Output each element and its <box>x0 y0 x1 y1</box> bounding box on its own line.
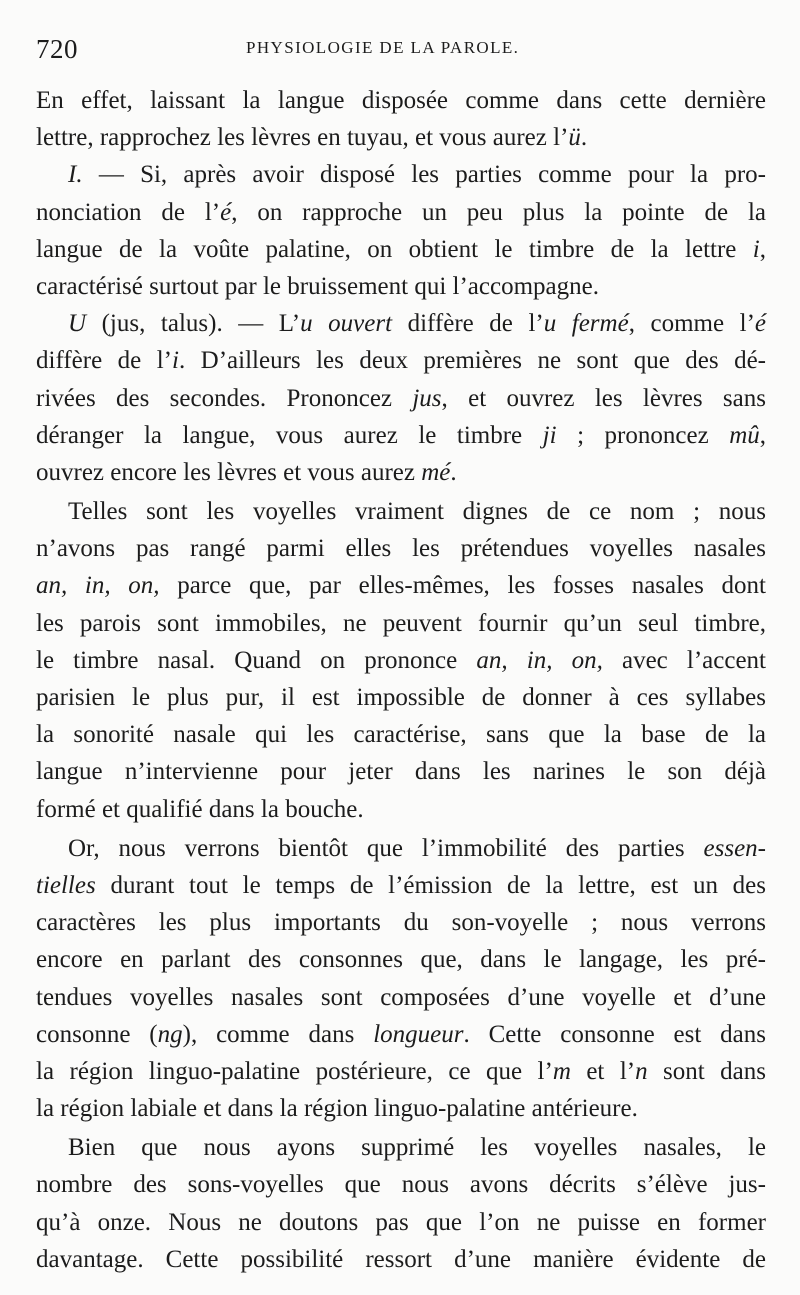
body-text <box>36 82 766 1278</box>
text-segment: qu’à onze. Nous ne doutons pas que l’on ne puisse en former <box>36 1208 766 1236</box>
italic-text: I. <box>68 161 83 189</box>
text-line <box>36 1053 766 1090</box>
italic-text: u fermé <box>543 310 629 338</box>
text-line <box>36 716 766 753</box>
text-segment: consonne ( <box>36 1020 158 1048</box>
text-segment: parisien le plus pur, il est impossible de donner à ces syllabes <box>36 684 766 711</box>
text-segment: avec l’accent <box>602 646 766 674</box>
text-segment: Bien que nous ayons supprimé les voyelles nasales, le <box>68 1134 766 1162</box>
text-line <box>36 1241 766 1278</box>
text-segment: Or, nous verrons bientôt que l’immobilité des parties <box>68 834 704 862</box>
text-line <box>36 605 766 642</box>
italic-text: an, in, on, <box>36 572 160 600</box>
italic-text: ji <box>542 421 557 449</box>
text-segment: lettre, rapprochez les lèvres en tuyau, et vous aurez l’ <box>36 124 569 152</box>
text-line <box>36 380 766 417</box>
text-segment: diffère de l’ <box>36 347 172 375</box>
text-line <box>36 1016 766 1053</box>
text-line <box>36 231 766 268</box>
text-line <box>36 530 766 567</box>
text-line <box>36 791 766 828</box>
text-segment: le timbre nasal. Quand on prononce <box>36 646 477 674</box>
text-segment: ouvrez encore les lèvres et vous aurez <box>36 458 422 486</box>
text-line <box>36 904 766 941</box>
text-segment: caractérisé surtout par le bruissement qui l’accompagne. <box>36 272 599 300</box>
page-header <box>36 34 766 74</box>
text-line <box>36 417 766 454</box>
text-segment: . <box>580 124 588 152</box>
text-segment: la région linguo-palatine postérieure, ce que l’ <box>36 1057 553 1085</box>
italic-text: an, in, on, <box>476 646 603 674</box>
text-segment: En effet, laissant la langue disposée comme dans cette dernière <box>36 87 766 114</box>
text-segment: diffère de l’ <box>392 310 544 338</box>
text-line <box>36 454 766 491</box>
italic-text: é <box>220 198 232 226</box>
text-segment: rivées des secondes. Prononcez <box>36 384 413 412</box>
text-segment: davantage. Cette possibilité ressort d’une manière évidente de <box>36 1245 766 1273</box>
text-segment: tendues voyelles nasales sont composées d’une voyelle et d’une <box>36 983 766 1011</box>
text-segment: , <box>759 421 766 449</box>
italic-text: jus <box>412 384 442 412</box>
text-segment: . Cette consonne est dans <box>463 1020 767 1048</box>
text-segment: déranger la langue, vous aurez le timbre <box>36 421 543 449</box>
italic-text: U <box>68 310 87 338</box>
text-segment: formé et qualifié dans la bouche. <box>36 795 364 823</box>
text-segment: ), comme dans <box>182 1020 374 1048</box>
text-segment: nombre des sons-voyelles que nous avons décrits s’élève jus- <box>36 1171 766 1199</box>
text-segment: parce que, par elles-mêmes, les fosses nasales dont <box>159 572 766 600</box>
text-segment: durant tout le temps de l’émission de la lettre, est un des <box>95 871 766 899</box>
text-segment: , et ouvrez les lèvres sans <box>441 384 766 412</box>
text-line <box>36 305 766 342</box>
text-line <box>36 1129 766 1166</box>
text-line <box>36 194 766 231</box>
text-line <box>36 867 766 904</box>
italic-text: essen- <box>703 834 766 862</box>
text-line <box>36 493 766 530</box>
text-segment: les parois sont immobiles, ne peuvent fournir qu’un seul timbre, <box>36 609 766 637</box>
text-segment: . <box>450 458 457 486</box>
text-segment: la sonorité nasale qui les caractérise, sans que la base de la <box>36 721 766 749</box>
text-line <box>36 1090 766 1127</box>
italic-text: longueur <box>373 1020 464 1048</box>
italic-text: i <box>752 235 760 263</box>
text-segment: caractères les plus importants du son-voyelle ; nous verrons <box>36 909 766 937</box>
text-line <box>36 753 766 790</box>
text-segment: Telles sont les voyelles vraiment dignes de ce nom ; nous <box>68 498 766 526</box>
text-segment: langue de la voûte palatine, on obtient le timbre de la lettre <box>36 235 753 263</box>
italic-text: n <box>635 1057 648 1085</box>
text-line <box>36 119 766 156</box>
text-segment: et l’ <box>570 1057 636 1085</box>
text-line <box>36 830 766 867</box>
italic-text: ü <box>568 124 581 152</box>
text-segment: , comme l’ <box>628 310 755 338</box>
text-segment: . D’ailleurs les deux premières ne sont que des dé- <box>178 347 766 375</box>
text-line <box>36 1166 766 1203</box>
text-line <box>36 979 766 1016</box>
text-segment: (jus, talus). — L’ <box>86 310 301 338</box>
text-segment: , on rapproche un peu plus la pointe de la <box>231 198 766 226</box>
text-segment: , <box>759 235 766 263</box>
text-segment: encore en parlant des consonnes que, dans le langage, les pré- <box>36 946 766 974</box>
text-segment: la région labiale et dans la région linguo-palatine antérieure. <box>36 1095 638 1123</box>
italic-text: u ouvert <box>300 310 393 338</box>
text-segment: langue n’intervienne pour jeter dans les narines le son déjà <box>36 758 766 786</box>
italic-text: mû <box>729 421 760 449</box>
text-line <box>36 342 766 379</box>
text-segment: n’avons pas rangé parmi elles les prétendues voyelles nasales <box>36 535 766 563</box>
running-head: PHYSIOLOGIE DE LA PAROLE. <box>246 38 520 57</box>
page-number: 720 <box>36 34 78 64</box>
italic-text: m <box>552 1057 571 1085</box>
italic-text: mé <box>421 458 451 486</box>
text-segment: sont dans <box>647 1057 766 1085</box>
text-line <box>36 82 766 119</box>
text-line <box>36 567 766 604</box>
text-line <box>36 679 766 716</box>
text-line <box>36 1204 766 1241</box>
italic-text: i <box>171 347 179 375</box>
italic-text: ng <box>157 1020 183 1048</box>
text-line <box>36 941 766 978</box>
italic-text: tielles <box>36 871 96 899</box>
text-segment: — Si, après avoir disposé les parties comme pour la pro- <box>82 161 766 189</box>
text-line <box>36 642 766 679</box>
italic-text: é <box>754 310 767 338</box>
text-line <box>36 156 766 193</box>
text-line <box>36 268 766 305</box>
text-segment: ; prononcez <box>556 421 730 449</box>
text-segment: nonciation de l’ <box>36 198 221 226</box>
